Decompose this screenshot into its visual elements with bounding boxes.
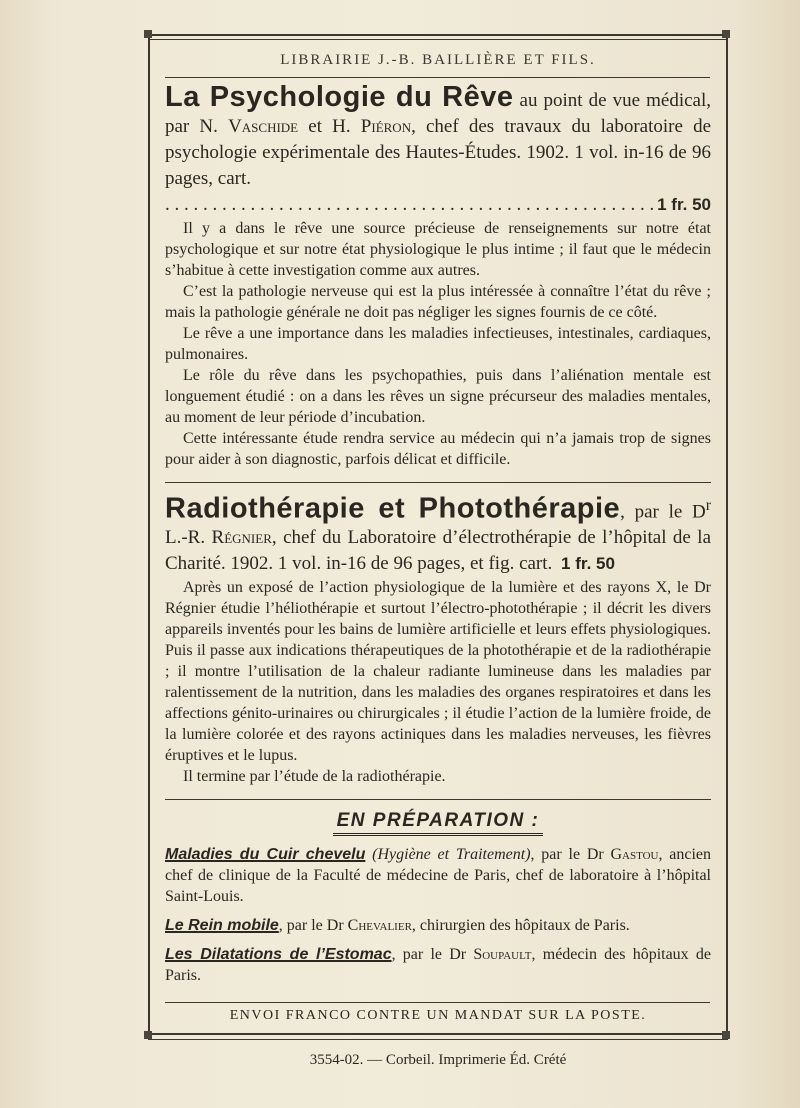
- preparation-heading: EN PRÉPARATION :: [165, 810, 711, 836]
- frame-corner-ornament: [144, 30, 152, 38]
- description-paragraph: Le rêve a une importance dans les maladies infectieuses, intestinales, cardiaques, pulmonaires.: [165, 325, 711, 363]
- frame-bottom-rule: [148, 1033, 728, 1035]
- preparation-section: [165, 810, 711, 986]
- frame-top-rule-thin: [148, 39, 728, 40]
- entry-title: La Psychologie du Rêve au point de vue médical, par N. Vaschide et H. Piéron, chef des travaux du laboratoire de psychologie expérimentale des Hautes-Études. 1902. 1 vol. in-16 de 96 pages, cart.: [165, 81, 712, 189]
- author-name: Régnier: [211, 527, 272, 549]
- book-title: Radiothérapie et Photothérapie: [165, 492, 621, 525]
- frame-corner-ornament: [144, 1031, 152, 1039]
- preparation-item: Maladies du Cuir chevelu (Hygiène et Traitement), par le Dr Gastou, ancien chef de clinique de la Faculté de médecine de Paris, chef de laboratoire à l’hôpital Saint-Louis.: [165, 846, 712, 906]
- catalogue-entry: [165, 493, 711, 787]
- footer-rule: [165, 1002, 710, 1003]
- description-paragraph: Après un exposé de l’action physiologique de la lumière et des rayons X, le Dr Régnier étudie l’héliothérapie et surtout l’électro-photothérapie ; il décrit les divers appareils inventés pour les bains de lumière artificielle et leurs effets physiologiques. Puis il passe aux indications thérapeutiques de la photothérapie et de la radiothérapie ; il montre l’utilisation de la chaleur radiante lumineuse dans les maladies par ralentissement de la nutrition, dans les maladies des organes respiratoires et dans les affections génito-urinaires ou chirurgicales ; il étudie l’action de la lumière froide, de la lumière colorée et des rayons actiniques dans les maladies nerveuses, les fièvres éruptives et le lupus.: [165, 579, 711, 765]
- catalogue-entry: [165, 81, 712, 470]
- entry-title: Radiothérapie et Photothérapie, par le $D^r$ L.-R. Régnier, chef du Laboratoire d’électrothérapie de l’hôpital de la Charité. 1902. 1 vol. in-16 de 96 pages, et fig. cart. 1 fr. 50: [165, 492, 712, 575]
- section-divider: [165, 799, 711, 800]
- book-title: La Psychologie du Rêve: [165, 81, 514, 113]
- author-name: Chevalier: [347, 917, 412, 935]
- description-paragraph: Il y a dans le rêve une source précieuse de renseignements sur notre état psychologique et sur notre état physiologique le plus intime ; il faut que le médecin s’habitue à cette investigation comme aux autres.: [165, 220, 711, 279]
- description-paragraph: Le rôle du rêve dans les psychopathies, puis dans l’aliénation mentale est longuement étudié : on a dans les rêves un signe précurseur des maladies mentales, au moment de leur période d’incubation.: [165, 367, 711, 426]
- frame-corner-ornament: [722, 30, 730, 38]
- frame-top-rule: [148, 34, 728, 36]
- catalogue-content: [165, 81, 712, 986]
- price-line: [165, 192, 711, 218]
- leader-dots: [165, 192, 653, 218]
- frame-right-rule: [726, 34, 728, 1034]
- frame-corner-ornament: [722, 1031, 730, 1039]
- forthcoming-title: Les Dilatations de l’Estomac: [165, 946, 392, 964]
- forthcoming-title: Le Rein mobile: [165, 917, 279, 935]
- author-name: Gastou: [610, 846, 659, 864]
- price: 1 fr. 50: [561, 554, 615, 574]
- author-name: Soupault: [473, 946, 532, 964]
- shipping-notice: ENVOI FRANCO CONTRE UN MANDAT SUR LA POSTE.: [229, 1008, 647, 1023]
- preparation-item: Le Rein mobile, par le Dr Chevalier, chirurgien des hôpitaux de Paris.: [165, 917, 630, 935]
- author-name: Vaschide: [228, 116, 299, 137]
- description-paragraph: C’est la pathologie nerveuse qui est la plus intéressée à connaître l’état du rêve ; mais la pathologie générale ne doit pas négliger les signes fournis de ce côté.: [165, 283, 711, 321]
- publisher-header: LIBRAIRIE J.-B. BAILLIÈRE ET FILS.: [280, 52, 596, 68]
- section-divider: [165, 482, 711, 483]
- header-rule: [165, 77, 710, 78]
- author-name: Piéron: [360, 116, 412, 137]
- description-paragraph: Cette intéressante étude rendra service au médecin qui n’a jamais trop de signes pour aider à son diagnostic, parfois délicat et difficile.: [165, 430, 711, 468]
- frame-bottom-rule-thin: [148, 1039, 728, 1040]
- price: 1 fr. 50: [657, 195, 711, 214]
- forthcoming-title: Maladies du Cuir chevelu: [165, 846, 366, 864]
- description-paragraph: Il termine par l’étude de la radiothérapie.: [183, 768, 446, 786]
- frame-left-rule: [148, 34, 150, 1034]
- printer-imprint: 3554-02. — Corbeil. Imprimerie Éd. Crété: [309, 1052, 567, 1068]
- preparation-item: Les Dilatations de l’Estomac, par le Dr Soupault, médecin des hôpitaux de Paris.: [165, 946, 712, 985]
